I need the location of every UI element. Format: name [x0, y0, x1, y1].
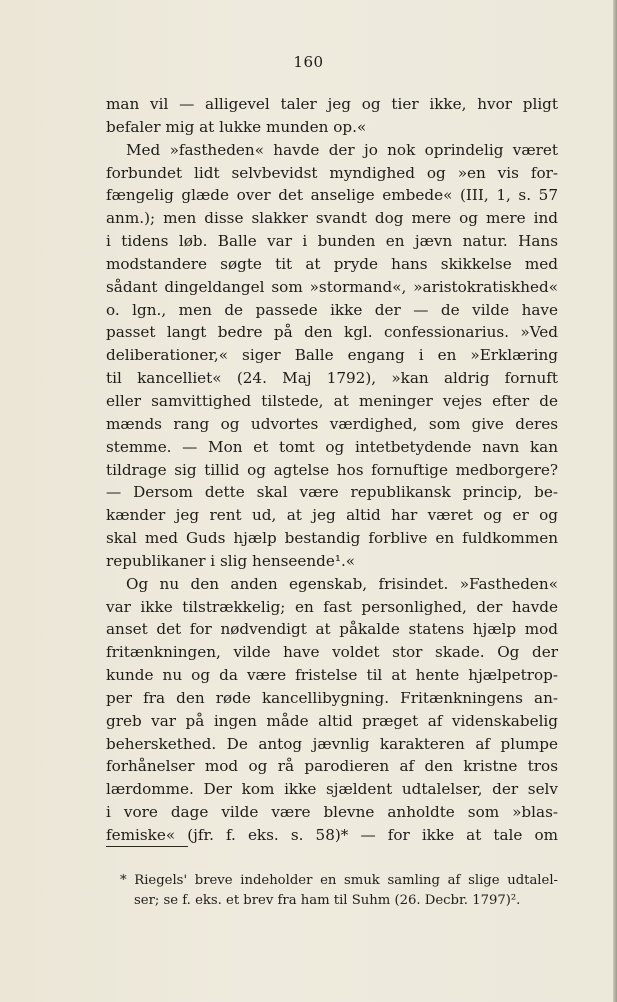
- text-line: Og nu den anden egenskab, frisindet. »Fastheden«: [126, 574, 558, 593]
- text-line: deliberationer,« siger Balle engang i en »Erklæring: [106, 346, 558, 365]
- text-line: o. lgn., men de passede ikke der — de vilde have: [106, 300, 558, 319]
- text-line: passet langt bedre på den kgl. confessionarius. »Ved: [106, 323, 558, 342]
- text-line: mænds rang og udvortes værdighed, som give deres: [106, 414, 558, 433]
- text-line: skal med Guds hjælp bestandig forblive en fuldkommen: [106, 529, 558, 548]
- text-line: republikaner i slig henseende¹.«: [106, 551, 356, 570]
- text-line: Med »fastheden« havde der jo nok oprindelig været: [126, 140, 558, 159]
- text-line: sådant dingeldangel som »stormand«, »aristokratiskhed«: [106, 277, 558, 296]
- text-line: man vil — alligevel taler jeg og tier ikke, hvor pligt: [106, 95, 558, 113]
- text-line: modstandere søgte tit at pryde hans skikkelse med: [106, 254, 558, 273]
- text-line: tildrage sig tillid og agtelse hos fornuftige medborgere?: [106, 460, 558, 479]
- text-line: femiske« (jfr. f. eks. s. 58)* — for ikke at tale om: [106, 826, 558, 844]
- text-line: per fra den røde kancellibygning. Fritænkningens an-: [106, 688, 558, 707]
- text-line: i vore dage vilde være blevne anholdte som »blas-: [106, 803, 558, 822]
- text-line: forbundet lidt selvbevidst myndighed og »en vis for-: [106, 163, 558, 182]
- text-line: befaler mig at lukke munden op.«: [106, 117, 367, 136]
- footnote-line: * Riegels' breve indeholder en smuk samling af slige udtalel-: [120, 873, 558, 888]
- footnote: [106, 871, 558, 911]
- text-line: anm.); men disse slakker svandt dog mere og mere ind: [106, 209, 558, 228]
- text-line: lærdomme. Der kom ikke sjældent udtalelser, der selv: [106, 780, 558, 799]
- text-line: anset det for nødvendigt at påkalde statens hjælp mod: [106, 620, 558, 639]
- text-line: beherskethed. De antog jævnlig karakteren af plumpe: [106, 734, 558, 753]
- text-line: var ikke tilstrækkelig; en fast personlighed, der havde: [106, 597, 558, 616]
- text-line: fritænkningen, vilde have voldet stor skade. Og der: [106, 643, 558, 662]
- page-edge-shadow: [613, 0, 617, 1002]
- text-line: kænder jeg rent ud, at jeg altid har været og er og: [106, 506, 558, 525]
- text-line: kunde nu og da være fristelse til at hente hjælpetrop-: [106, 666, 558, 685]
- text-line: forhånelser mod og rå parodieren af den kristne tros: [106, 757, 558, 776]
- text-line: stemme. — Mon et tomt og intetbetydende navn kan: [106, 437, 558, 456]
- body-text: [106, 93, 558, 847]
- text-line: — Dersom dette skal være republikansk princip, be-: [106, 483, 558, 502]
- page-number: 160: [293, 53, 324, 71]
- footnote-divider: [106, 846, 188, 847]
- text-line: fængelig glæde over det anselige embede« (III, 1, s. 57: [106, 186, 558, 205]
- text-line: i tidens løb. Balle var i bunden en jævn natur. Hans: [106, 232, 558, 251]
- text-line: greb var på ingen måde altid præget af videnskabelig: [106, 711, 558, 730]
- text-line: til kancelliet« (24. Maj 1792), »kan aldrig fornuft: [106, 369, 558, 388]
- footnote-line: ser; se f. eks. et brev fra ham til Suhm (26. Decbr. 1797)².: [134, 893, 521, 908]
- text-line: eller samvittighed tilstede, at meninger vejes efter de: [106, 391, 558, 410]
